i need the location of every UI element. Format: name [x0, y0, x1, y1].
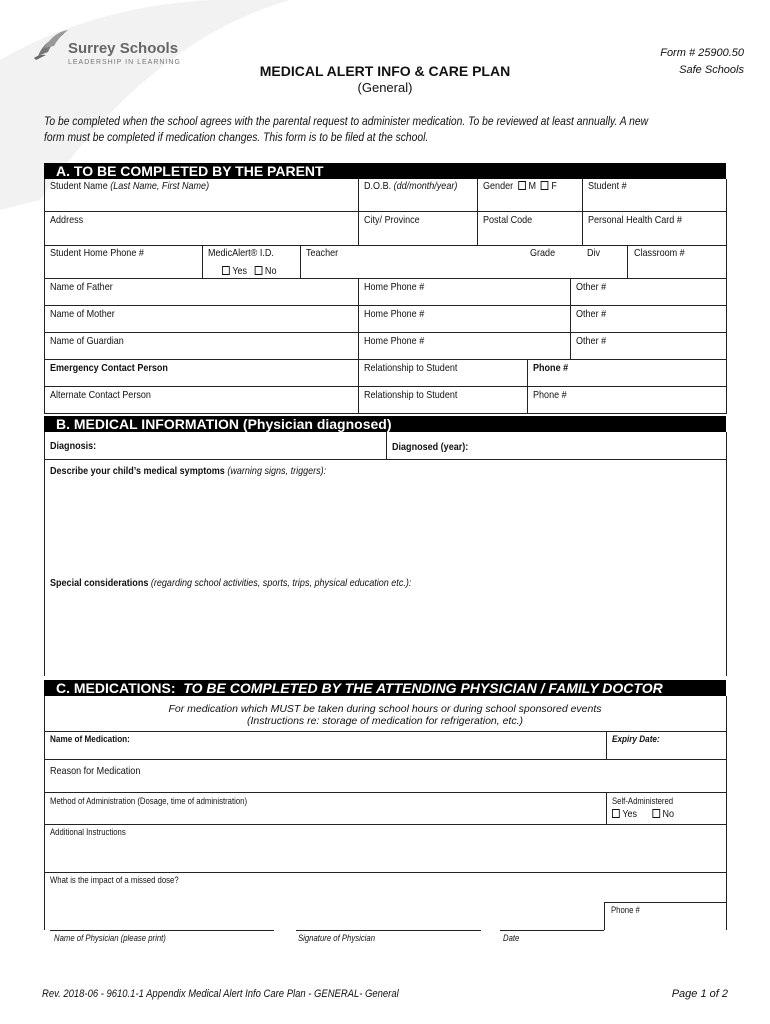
self-administered-options: Yes No: [612, 808, 684, 820]
father-home-phone-label: Home Phone #: [364, 281, 425, 293]
self-admin-no-checkbox[interactable]: [652, 809, 660, 818]
postal-code-label: Postal Code: [483, 214, 533, 226]
mother-label: Name of Mother: [50, 308, 115, 320]
medicalert-options: Yes No: [222, 265, 285, 277]
medicalert-label: MedicAlert® I.D.: [208, 247, 274, 259]
city-label: City/ Province: [364, 214, 420, 226]
logo-mark-icon: [34, 28, 70, 60]
guardian-other-label: Other #: [576, 335, 607, 347]
mother-other-label: Other #: [576, 308, 607, 320]
student-number-label: Student #: [588, 180, 627, 192]
special-considerations-label: Special considerations (regarding school activities, sports, trips, physical education etc.):: [50, 577, 412, 589]
page-subtitle: (General): [357, 80, 413, 95]
physician-phone-label: Phone #: [611, 905, 640, 915]
medication-name-label: Name of Medication:: [50, 734, 130, 745]
method-label: Method of Administration (Dosage, time of administration): [50, 796, 248, 806]
mother-home-phone-label: Home Phone #: [364, 308, 425, 320]
dob-label: D.O.B. (dd/month/year): [364, 180, 458, 192]
missed-dose-label: What is the impact of a missed dose?: [50, 875, 179, 885]
alternate-phone-label: Phone #: [533, 389, 567, 401]
physician-name-caption: Name of Physician (please print): [54, 933, 166, 943]
classroom-label: Classroom #: [634, 247, 685, 259]
physician-name-line[interactable]: [50, 930, 274, 931]
home-phone-label: Student Home Phone #: [50, 247, 144, 259]
gender-f-checkbox[interactable]: [541, 181, 549, 190]
guardian-label: Name of Guardian: [50, 335, 124, 347]
date-caption: Date: [503, 933, 520, 943]
alternate-relationship-label: Relationship to Student: [364, 389, 458, 401]
signature-caption: Signature of Physician: [298, 933, 376, 943]
logo-name: Surrey Schools: [68, 40, 179, 57]
alternate-contact-label: Alternate Contact Person: [50, 389, 151, 401]
reason-label: Reason for Medication: [50, 765, 141, 777]
additional-instructions-label: Additional Instructions: [50, 827, 126, 837]
student-name-label: Student Name (Last Name, First Name): [50, 180, 210, 192]
section-b-header: B. MEDICAL INFORMATION (Physician diagnosed): [44, 416, 726, 432]
guardian-home-phone-label: Home Phone #: [364, 335, 425, 347]
intro-text: To be completed when the school agrees with the parental request to administer medication. To be reviewed at least annually. A new form must be completed if medication changes. This form is to be filed at the school.: [44, 114, 649, 144]
form-number: Form # 25900.50: [660, 47, 744, 59]
medicalert-no-checkbox[interactable]: [255, 266, 263, 275]
emergency-contact-label: Emergency Contact Person: [50, 362, 168, 374]
page-title: MEDICAL ALERT INFO & CARE PLAN: [259, 63, 511, 79]
emergency-relationship-label: Relationship to Student: [364, 362, 458, 374]
diagnosis-label: Diagnosis:: [50, 440, 97, 452]
father-other-label: Other #: [576, 281, 607, 293]
div-label: Div: [587, 247, 601, 259]
address-label: Address: [50, 214, 84, 226]
self-admin-yes-checkbox[interactable]: [612, 809, 620, 818]
medicalert-yes-checkbox[interactable]: [222, 266, 230, 275]
section-a-header: A. TO BE COMPLETED BY THE PARENT: [44, 163, 726, 179]
footer-page-number: Page 1 of 2: [671, 988, 728, 1000]
emergency-phone-label: Phone #: [533, 362, 569, 374]
grade-label: Grade: [530, 247, 556, 259]
health-card-label: Personal Health Card #: [588, 214, 682, 226]
diagnosed-year-label: Diagnosed (year):: [392, 441, 469, 453]
gender-label: Gender M F: [483, 180, 557, 192]
expiry-date-label: Expiry Date:: [612, 734, 660, 745]
department: Safe Schools: [679, 64, 744, 76]
signature-line[interactable]: [296, 930, 481, 931]
footer-revision: Rev. 2018-06 - 9610.1-1 Appendix Medical Alert Info Care Plan - GENERAL- General: [42, 988, 399, 1000]
self-administered-label: Self-Administered: [612, 796, 674, 806]
symptoms-label: Describe your child’s medical symptoms (warning signs, triggers):: [50, 465, 327, 477]
teacher-label: Teacher: [306, 247, 339, 259]
father-label: Name of Father: [50, 281, 113, 293]
section-c-header: C. MEDICATIONS: TO BE COMPLETED BY THE ATTENDING PHYSICIAN / FAMILY DOCTOR: [44, 680, 726, 696]
medication-note: For medication which MUST be taken during school hours or during school sponsored events (Instructions re: storage of medication for refrigeration, etc.): [168, 703, 602, 727]
gender-m-checkbox[interactable]: [518, 181, 526, 190]
date-line[interactable]: [500, 930, 604, 931]
logo-tagline: LEADERSHIP IN LEARNING: [68, 59, 181, 66]
